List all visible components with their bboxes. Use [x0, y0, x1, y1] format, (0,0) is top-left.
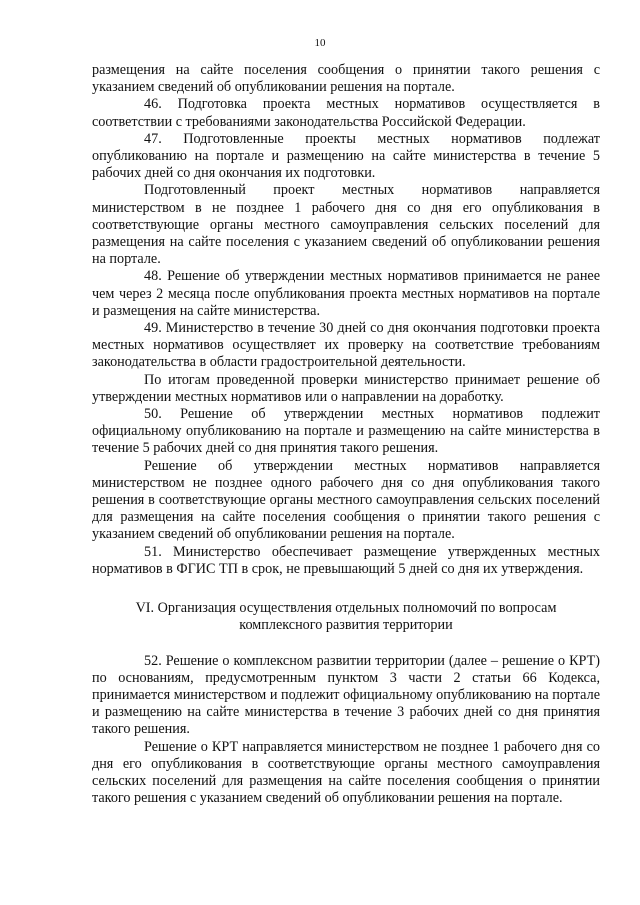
paragraph-50: 50. Решение об утверждении местных нормативов подлежит официальному опубликованию на портале и размещению на сайте министерства в течение 5 рабочих дней со дня принятия такого решения.	[92, 406, 600, 457]
paragraph-49-note: По итогам проведенной проверки министерство принимает решение об утверждении местных нормативов или о направлении на доработку.	[92, 371, 600, 405]
section-heading	[92, 600, 600, 634]
paragraph-51: 51. Министерство обеспечивает размещение утвержденных местных нормативов в ФГИС ТП в срок, не превышающий 5 дней со дня их утверждения.	[92, 543, 600, 577]
paragraph-52: 52. Решение о комплексном развитии территории (далее – решение о КРТ) по основаниям, предусмотренным пунктом 3 части 2 статьи 66 Кодекса, принимается министерством и подлежит официальному опубликованию на портале и размещению на сайте министерства в течение 3 рабочих дней со дня принятия такого решения.	[92, 652, 600, 738]
document-body	[92, 62, 600, 807]
paragraph-48: 48. Решение об утверждении местных нормативов принимается не ранее чем через 2 месяца после опубликования проекта местных нормативов на портале и размещения на сайте министерства.	[92, 268, 600, 319]
paragraph-52-note: Решение о КРТ направляется министерством не позднее 1 рабочего дня со дня его опубликования в соответствующие органы местного самоуправления сельских поселений для размещения на сайте поселения сообщения о принятии такого решения с указанием сведений об опубликовании решения на портале.	[92, 738, 600, 807]
section-heading-line-2: комплексного развития территории	[239, 617, 453, 634]
section-heading-line-1: VI. Организация осуществления отдельных полномочий по вопросам	[135, 600, 557, 617]
paragraph-50-note: Решение об утверждении местных нормативов направляется министерством не позднее одного рабочего дня со дня опубликования такого решения в соответствующие органы местного самоуправления сельских поселений для размещения на сайте поселения сообщения о принятии такого решения с указанием сведений об опубликовании решения на портале.	[92, 457, 600, 543]
paragraph-47: 47. Подготовленные проекты местных нормативов подлежат опубликованию на портале и размещению на сайте министерства в течение 5 рабочих дней со дня окончания их подготовки.	[92, 130, 600, 182]
page-number: 10	[314, 37, 326, 49]
spacer	[92, 635, 600, 653]
paragraph-49: 49. Министерство в течение 30 дней со дня окончания подготовки проекта местных нормативов осуществляет их проверку на соответствие требованиям законодательства в области градостроительной деятельности.	[92, 320, 600, 371]
paragraph-continuation: размещения на сайте поселения сообщения о принятии такого решения с указанием сведений об опубликовании решения на портале.	[92, 62, 600, 96]
paragraph-46: 46. Подготовка проекта местных нормативов осуществляется в соответствии с требованиями законодательства Российской Федерации.	[92, 96, 600, 130]
paragraph-47-note: Подготовленный проект местных нормативов направляется министерством в не позднее 1 рабочего дня со дня его опубликования в соответствующие органы местного самоуправления сельских поселений для размещения на сайте поселения с указанием сведений об опубликовании решения на портале.	[92, 182, 600, 268]
